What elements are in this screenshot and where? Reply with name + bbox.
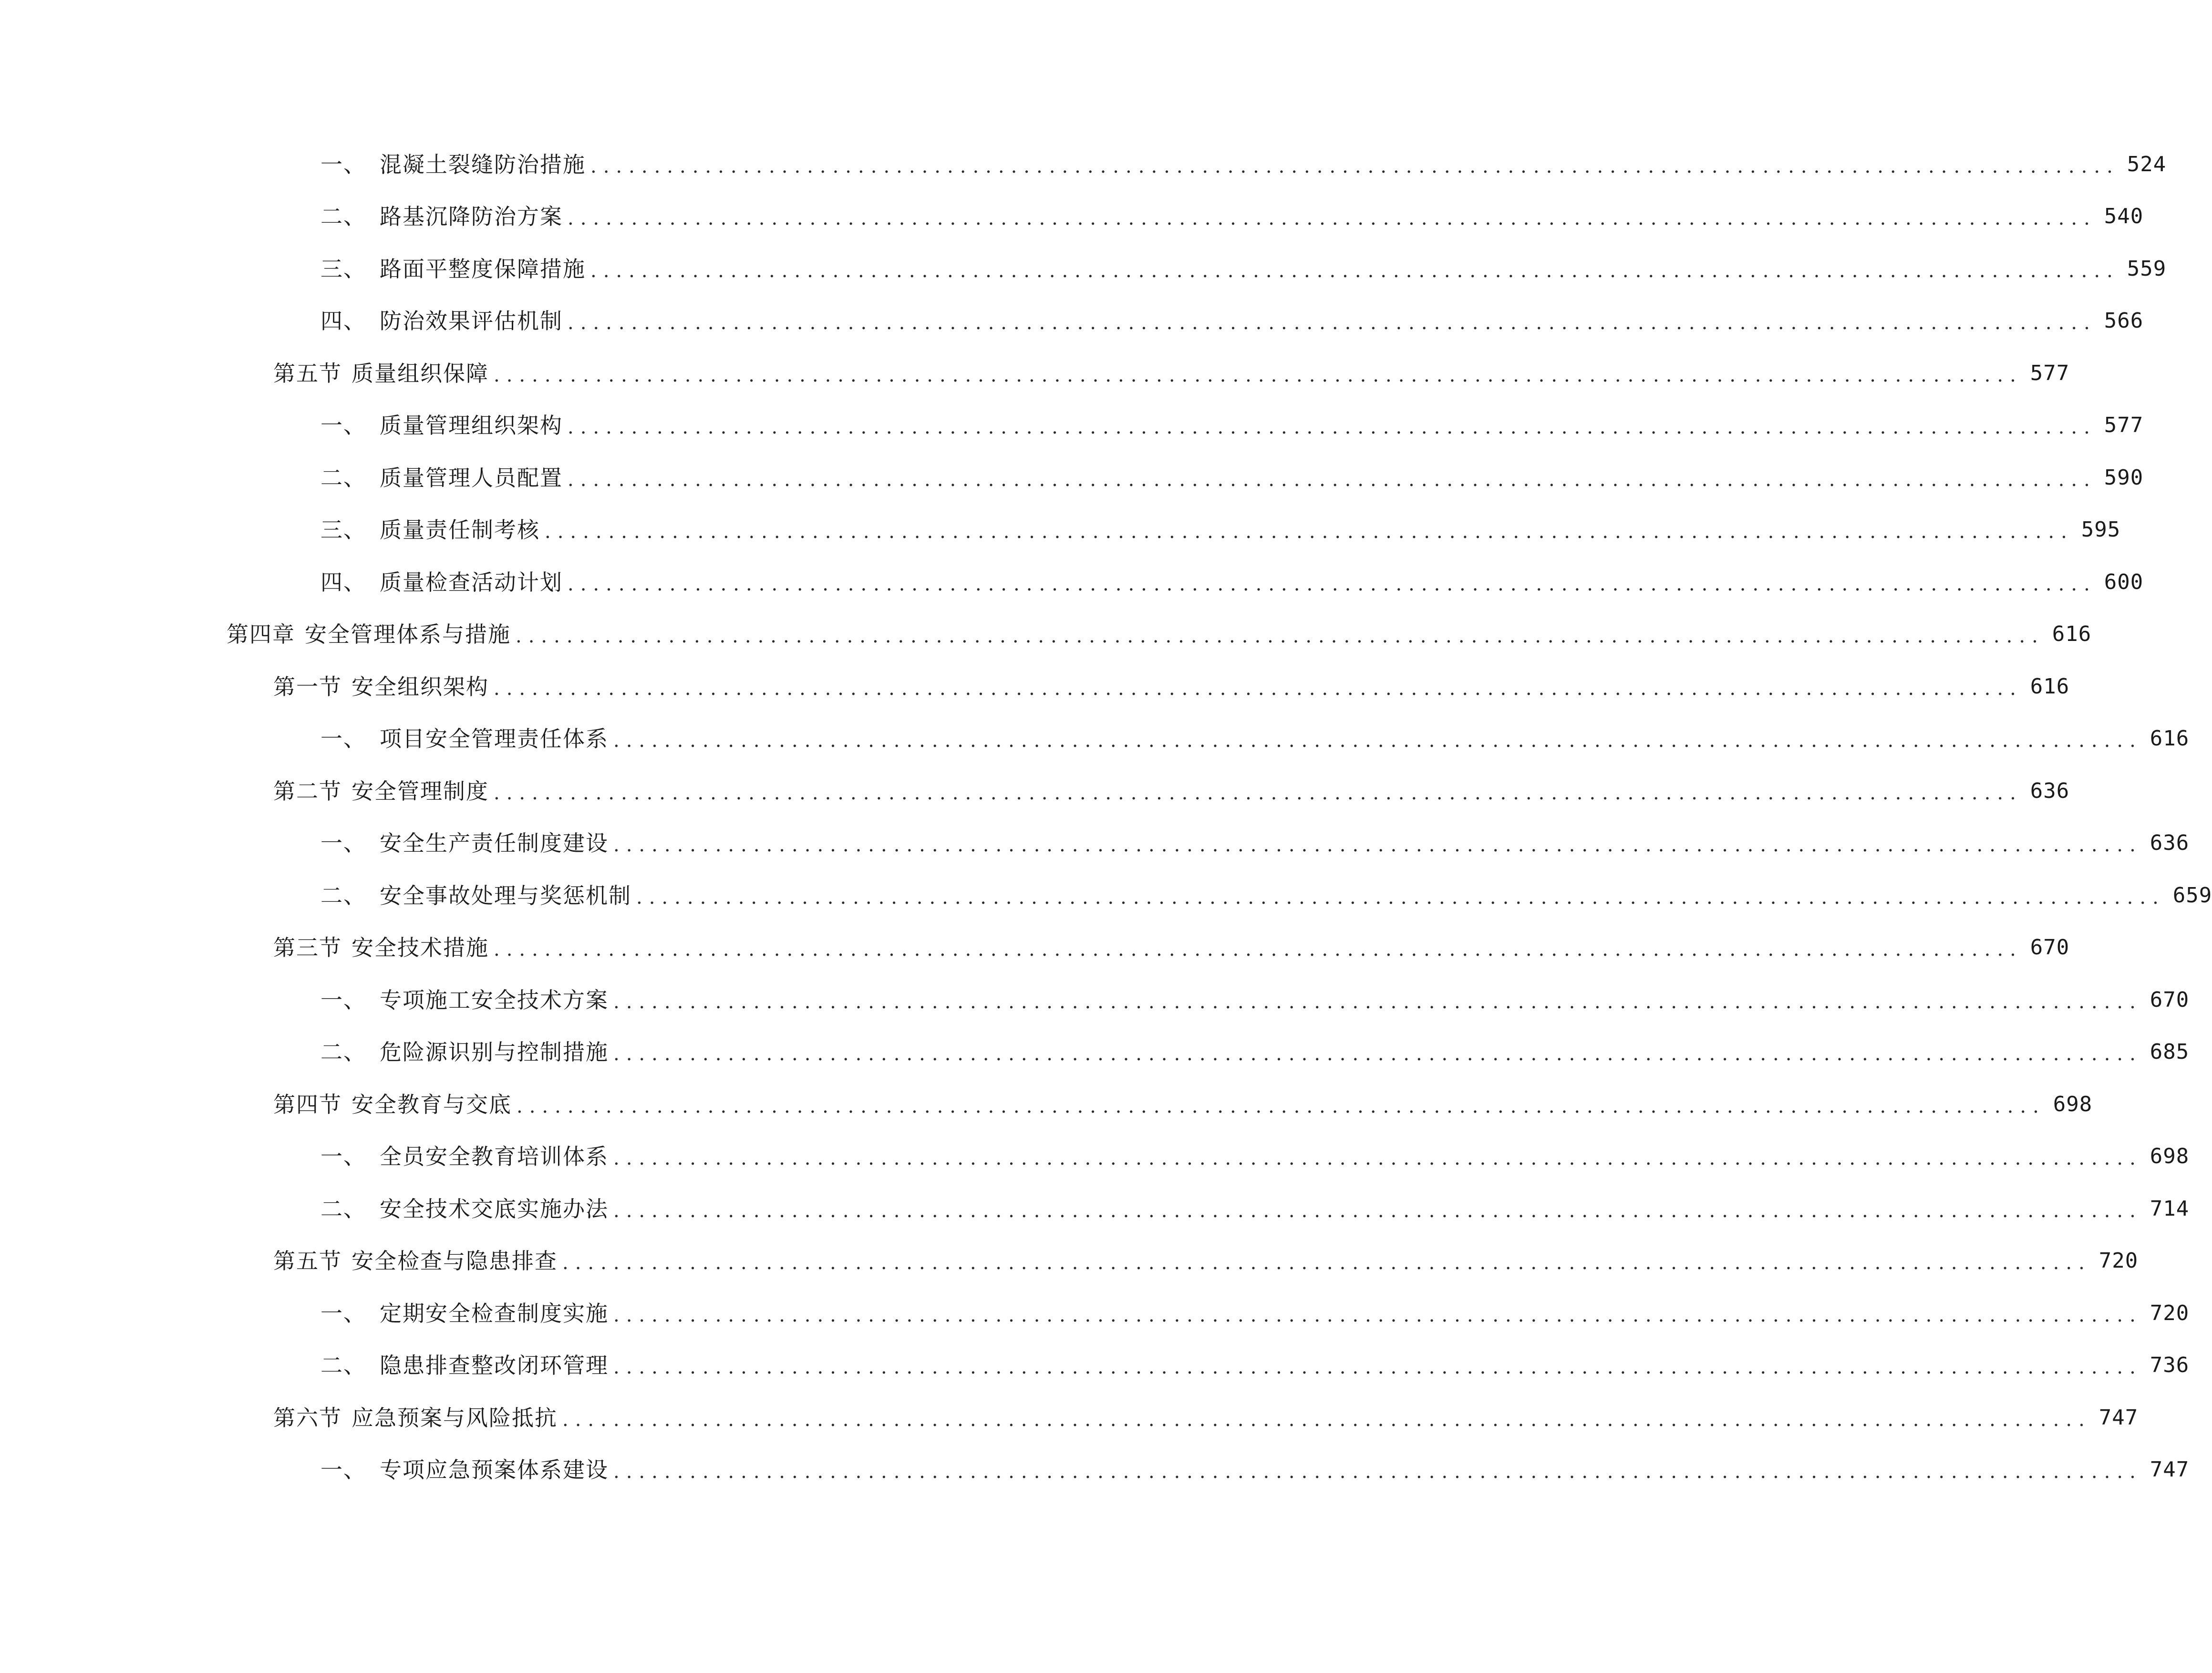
toc-entry-number: 二、	[320, 204, 366, 230]
toc-dot-leader: ........................................................................................................................	[562, 1408, 2091, 1431]
toc-dot-leader: ........................................................................................................................	[568, 468, 2097, 491]
toc-entry-title: 安全生产责任制度建设	[380, 830, 609, 857]
toc-entry-number: 二、	[320, 1353, 366, 1379]
toc-entry-item[interactable]	[0, 504, 2121, 557]
toc-dot-leader: ........................................................................................................................	[494, 677, 2023, 700]
toc-entry-item[interactable]	[0, 1287, 2190, 1340]
toc-dot-leader: ........................................................................................................................	[545, 521, 2074, 543]
toc-dot-leader: ........................................................................................................................	[613, 1199, 2142, 1222]
toc-entry-label	[320, 258, 586, 280]
toc-dot-leader: ........................................................................................................................	[590, 155, 2119, 177]
toc-page-number: 636	[2030, 778, 2070, 803]
toc-page-number: 747	[2098, 1405, 2139, 1430]
toc-entry-number: 一、	[320, 1457, 366, 1483]
toc-entry-section[interactable]	[0, 765, 2070, 817]
toc-dot-leader: ........................................................................................................................	[494, 364, 2023, 386]
toc-page-number: 736	[2150, 1353, 2190, 1378]
toc-entry-label	[320, 204, 563, 230]
toc-page-number: 670	[2150, 987, 2190, 1012]
toc-entry-number: 三、	[320, 256, 366, 282]
toc-page-number: 720	[2150, 1301, 2190, 1325]
toc-dot-leader: ........................................................................................................................	[613, 730, 2142, 752]
toc-entry-title: 安全组织架构	[351, 673, 489, 700]
toc-entry-item[interactable]	[0, 1340, 2190, 1392]
toc-entry-title: 路面平整度保障措施	[380, 256, 586, 282]
toc-entry-label	[320, 519, 540, 541]
toc-dot-leader: ........................................................................................................................	[568, 207, 2097, 230]
toc-dot-leader: ........................................................................................................................	[613, 1461, 2142, 1483]
toc-entry-title: 应急预案与风险抵抗	[351, 1404, 558, 1431]
toc-entry-number: 二、	[320, 465, 366, 491]
toc-entry-title: 质量检查活动计划	[380, 569, 563, 595]
toc-entry-label	[273, 1091, 512, 1117]
toc-page-number: 685	[2150, 1040, 2190, 1064]
toc-entry-item[interactable]	[0, 817, 2190, 870]
toc-entry-number: 第一节	[273, 673, 342, 700]
toc-page-number: 698	[2053, 1092, 2093, 1116]
toc-page-number: 566	[2104, 309, 2144, 333]
toc-page-number: 590	[2104, 465, 2144, 490]
toc-entry-number: 一、	[320, 1144, 366, 1170]
toc-entry-item[interactable]	[0, 1444, 2190, 1497]
toc-entry-number: 一、	[320, 987, 366, 1013]
toc-entry-label	[320, 1459, 609, 1481]
toc-entry-label	[320, 989, 609, 1011]
toc-entry-section[interactable]	[0, 1235, 2139, 1288]
toc-entry-number: 第二节	[273, 778, 342, 804]
toc-page-number: 714	[2150, 1196, 2190, 1221]
toc-entry-title: 质量组织保障	[351, 360, 489, 386]
toc-entry-number: 一、	[320, 413, 366, 439]
toc-dot-leader: ........................................................................................................................	[517, 1095, 2046, 1117]
toc-entry-item[interactable]	[0, 138, 2167, 191]
table-of-contents	[0, 138, 2212, 1496]
toc-entry-label	[273, 780, 489, 802]
toc-entry-section[interactable]	[0, 661, 2070, 713]
toc-entry-title: 专项施工安全技术方案	[380, 987, 609, 1013]
toc-entry-title: 安全技术措施	[351, 935, 489, 961]
toc-entry-label	[227, 621, 511, 648]
toc-entry-chapter[interactable]	[0, 609, 2092, 661]
toc-page-number: 595	[2081, 517, 2121, 542]
toc-entry-number: 第三节	[273, 935, 342, 961]
toc-entry-number: 一、	[320, 830, 366, 857]
toc-entry-label	[320, 467, 563, 489]
toc-entry-title: 项目安全管理责任体系	[380, 726, 609, 752]
toc-entry-title: 定期安全检查制度实施	[380, 1300, 609, 1326]
toc-page-number: 720	[2098, 1249, 2139, 1273]
toc-dot-leader: ........................................................................................................................	[613, 834, 2142, 857]
toc-page-number: 670	[2030, 935, 2070, 960]
toc-entry-label	[273, 673, 489, 700]
toc-page-number: 540	[2104, 204, 2144, 229]
toc-entry-number: 第六节	[273, 1404, 342, 1431]
toc-entry-title: 安全教育与交底	[351, 1091, 512, 1117]
toc-page-number: 616	[2030, 674, 2070, 699]
toc-entry-number: 三、	[320, 517, 366, 543]
toc-entry-item[interactable]	[0, 400, 2144, 452]
toc-entry-label	[320, 1198, 609, 1220]
toc-page-number: 577	[2030, 361, 2070, 385]
toc-entry-label	[320, 1041, 609, 1063]
toc-dot-leader: ........................................................................................................................	[590, 259, 2119, 282]
toc-entry-title: 隐患排查整改闭环管理	[380, 1353, 609, 1379]
toc-entry-title: 质量责任制考核	[380, 517, 540, 543]
toc-dot-leader: ........................................................................................................................	[494, 939, 2023, 961]
toc-entry-number: 二、	[320, 1196, 366, 1222]
toc-dot-leader: ........................................................................................................................	[516, 625, 2045, 648]
toc-entry-title: 质量管理组织架构	[380, 413, 563, 439]
toc-dot-leader: ........................................................................................................................	[613, 1043, 2142, 1065]
toc-entry-item[interactable]	[0, 191, 2144, 243]
toc-entry-title: 全员安全教育培训体系	[380, 1144, 609, 1170]
toc-page-number: 698	[2150, 1144, 2190, 1169]
toc-page-number: 600	[2104, 569, 2144, 594]
toc-entry-title: 质量管理人员配置	[380, 465, 563, 491]
toc-entry-item[interactable]	[0, 869, 2212, 922]
toc-entry-number: 第四章	[227, 621, 295, 648]
toc-page-number: 524	[2127, 152, 2167, 176]
toc-page-number: 577	[2104, 413, 2144, 438]
toc-entry-title: 混凝土裂缝防治措施	[380, 151, 586, 177]
toc-entry-item[interactable]	[0, 1026, 2190, 1079]
toc-entry-item[interactable]	[0, 1131, 2190, 1183]
toc-entry-label	[273, 1250, 558, 1272]
toc-entry-title: 安全事故处理与奖惩机制	[380, 882, 631, 909]
toc-entry-label	[320, 413, 563, 439]
toc-entry-label	[320, 728, 609, 750]
toc-entry-label	[320, 1353, 609, 1379]
toc-entry-label	[273, 1404, 558, 1431]
toc-entry-title: 安全管理制度	[351, 778, 489, 804]
toc-entry-number: 四、	[320, 308, 366, 334]
toc-entry-title: 安全检查与隐患排查	[351, 1248, 558, 1274]
toc-entry-section[interactable]	[0, 1078, 2093, 1131]
toc-entry-section[interactable]	[0, 347, 2070, 400]
toc-entry-title: 安全技术交底实施办法	[380, 1196, 609, 1222]
toc-entry-number: 二、	[320, 882, 366, 909]
toc-entry-number: 一、	[320, 1300, 366, 1326]
toc-page-number: 559	[2127, 256, 2167, 281]
toc-entry-title: 路基沉降防治方案	[380, 204, 563, 230]
toc-entry-label	[320, 310, 563, 332]
toc-entry-title: 专项应急预案体系建设	[380, 1457, 609, 1483]
toc-dot-leader: ........................................................................................................................	[568, 312, 2097, 334]
toc-entry-title: 防治效果评估机制	[380, 308, 563, 334]
toc-entry-number: 四、	[320, 569, 366, 595]
toc-page-number: 747	[2150, 1457, 2190, 1482]
toc-page-number: 659	[2172, 883, 2212, 908]
toc-dot-leader: ........................................................................................................................	[568, 573, 2097, 595]
toc-entry-item[interactable]	[0, 556, 2144, 609]
toc-entry-item[interactable]	[0, 713, 2190, 765]
toc-entry-item[interactable]	[0, 295, 2144, 348]
toc-entry-label	[320, 151, 586, 177]
toc-entry-label	[320, 1144, 609, 1170]
toc-dot-leader: ........................................................................................................................	[613, 1356, 2142, 1379]
toc-page-number: 616	[2150, 726, 2190, 751]
toc-entry-number: 第四节	[273, 1091, 342, 1117]
toc-entry-title: 安全管理体系与措施	[305, 621, 511, 648]
toc-entry-label	[273, 362, 489, 384]
toc-dot-leader: ........................................................................................................................	[613, 1304, 2142, 1326]
toc-page-number: 636	[2150, 831, 2190, 856]
toc-dot-leader: ........................................................................................................................	[494, 782, 2023, 804]
toc-dot-leader: ........................................................................................................................	[613, 991, 2142, 1013]
toc-entry-item[interactable]	[0, 452, 2144, 504]
toc-dot-leader: ........................................................................................................................	[613, 1147, 2142, 1170]
toc-dot-leader: ........................................................................................................................	[568, 416, 2097, 439]
toc-entry-number: 二、	[320, 1039, 366, 1065]
toc-entry-title: 危险源识别与控制措施	[380, 1039, 609, 1065]
toc-entry-label	[320, 571, 563, 593]
toc-entry-section[interactable]	[0, 922, 2070, 974]
toc-entry-section[interactable]	[0, 1392, 2139, 1444]
toc-entry-label	[320, 830, 609, 857]
toc-dot-leader: ........................................................................................................................	[562, 1252, 2091, 1274]
toc-entry-item[interactable]	[0, 243, 2167, 295]
toc-entry-label	[320, 1302, 609, 1324]
toc-entry-label	[320, 882, 631, 909]
toc-entry-item[interactable]	[0, 974, 2190, 1026]
toc-entry-number: 第五节	[273, 360, 342, 386]
toc-dot-leader: ........................................................................................................................	[636, 886, 2165, 909]
toc-page-number: 616	[2052, 622, 2092, 647]
toc-entry-number: 第五节	[273, 1248, 342, 1274]
toc-entry-label	[273, 937, 489, 959]
toc-entry-item[interactable]	[0, 1183, 2190, 1235]
toc-entry-number: 一、	[320, 726, 366, 752]
toc-entry-number: 一、	[320, 151, 366, 177]
